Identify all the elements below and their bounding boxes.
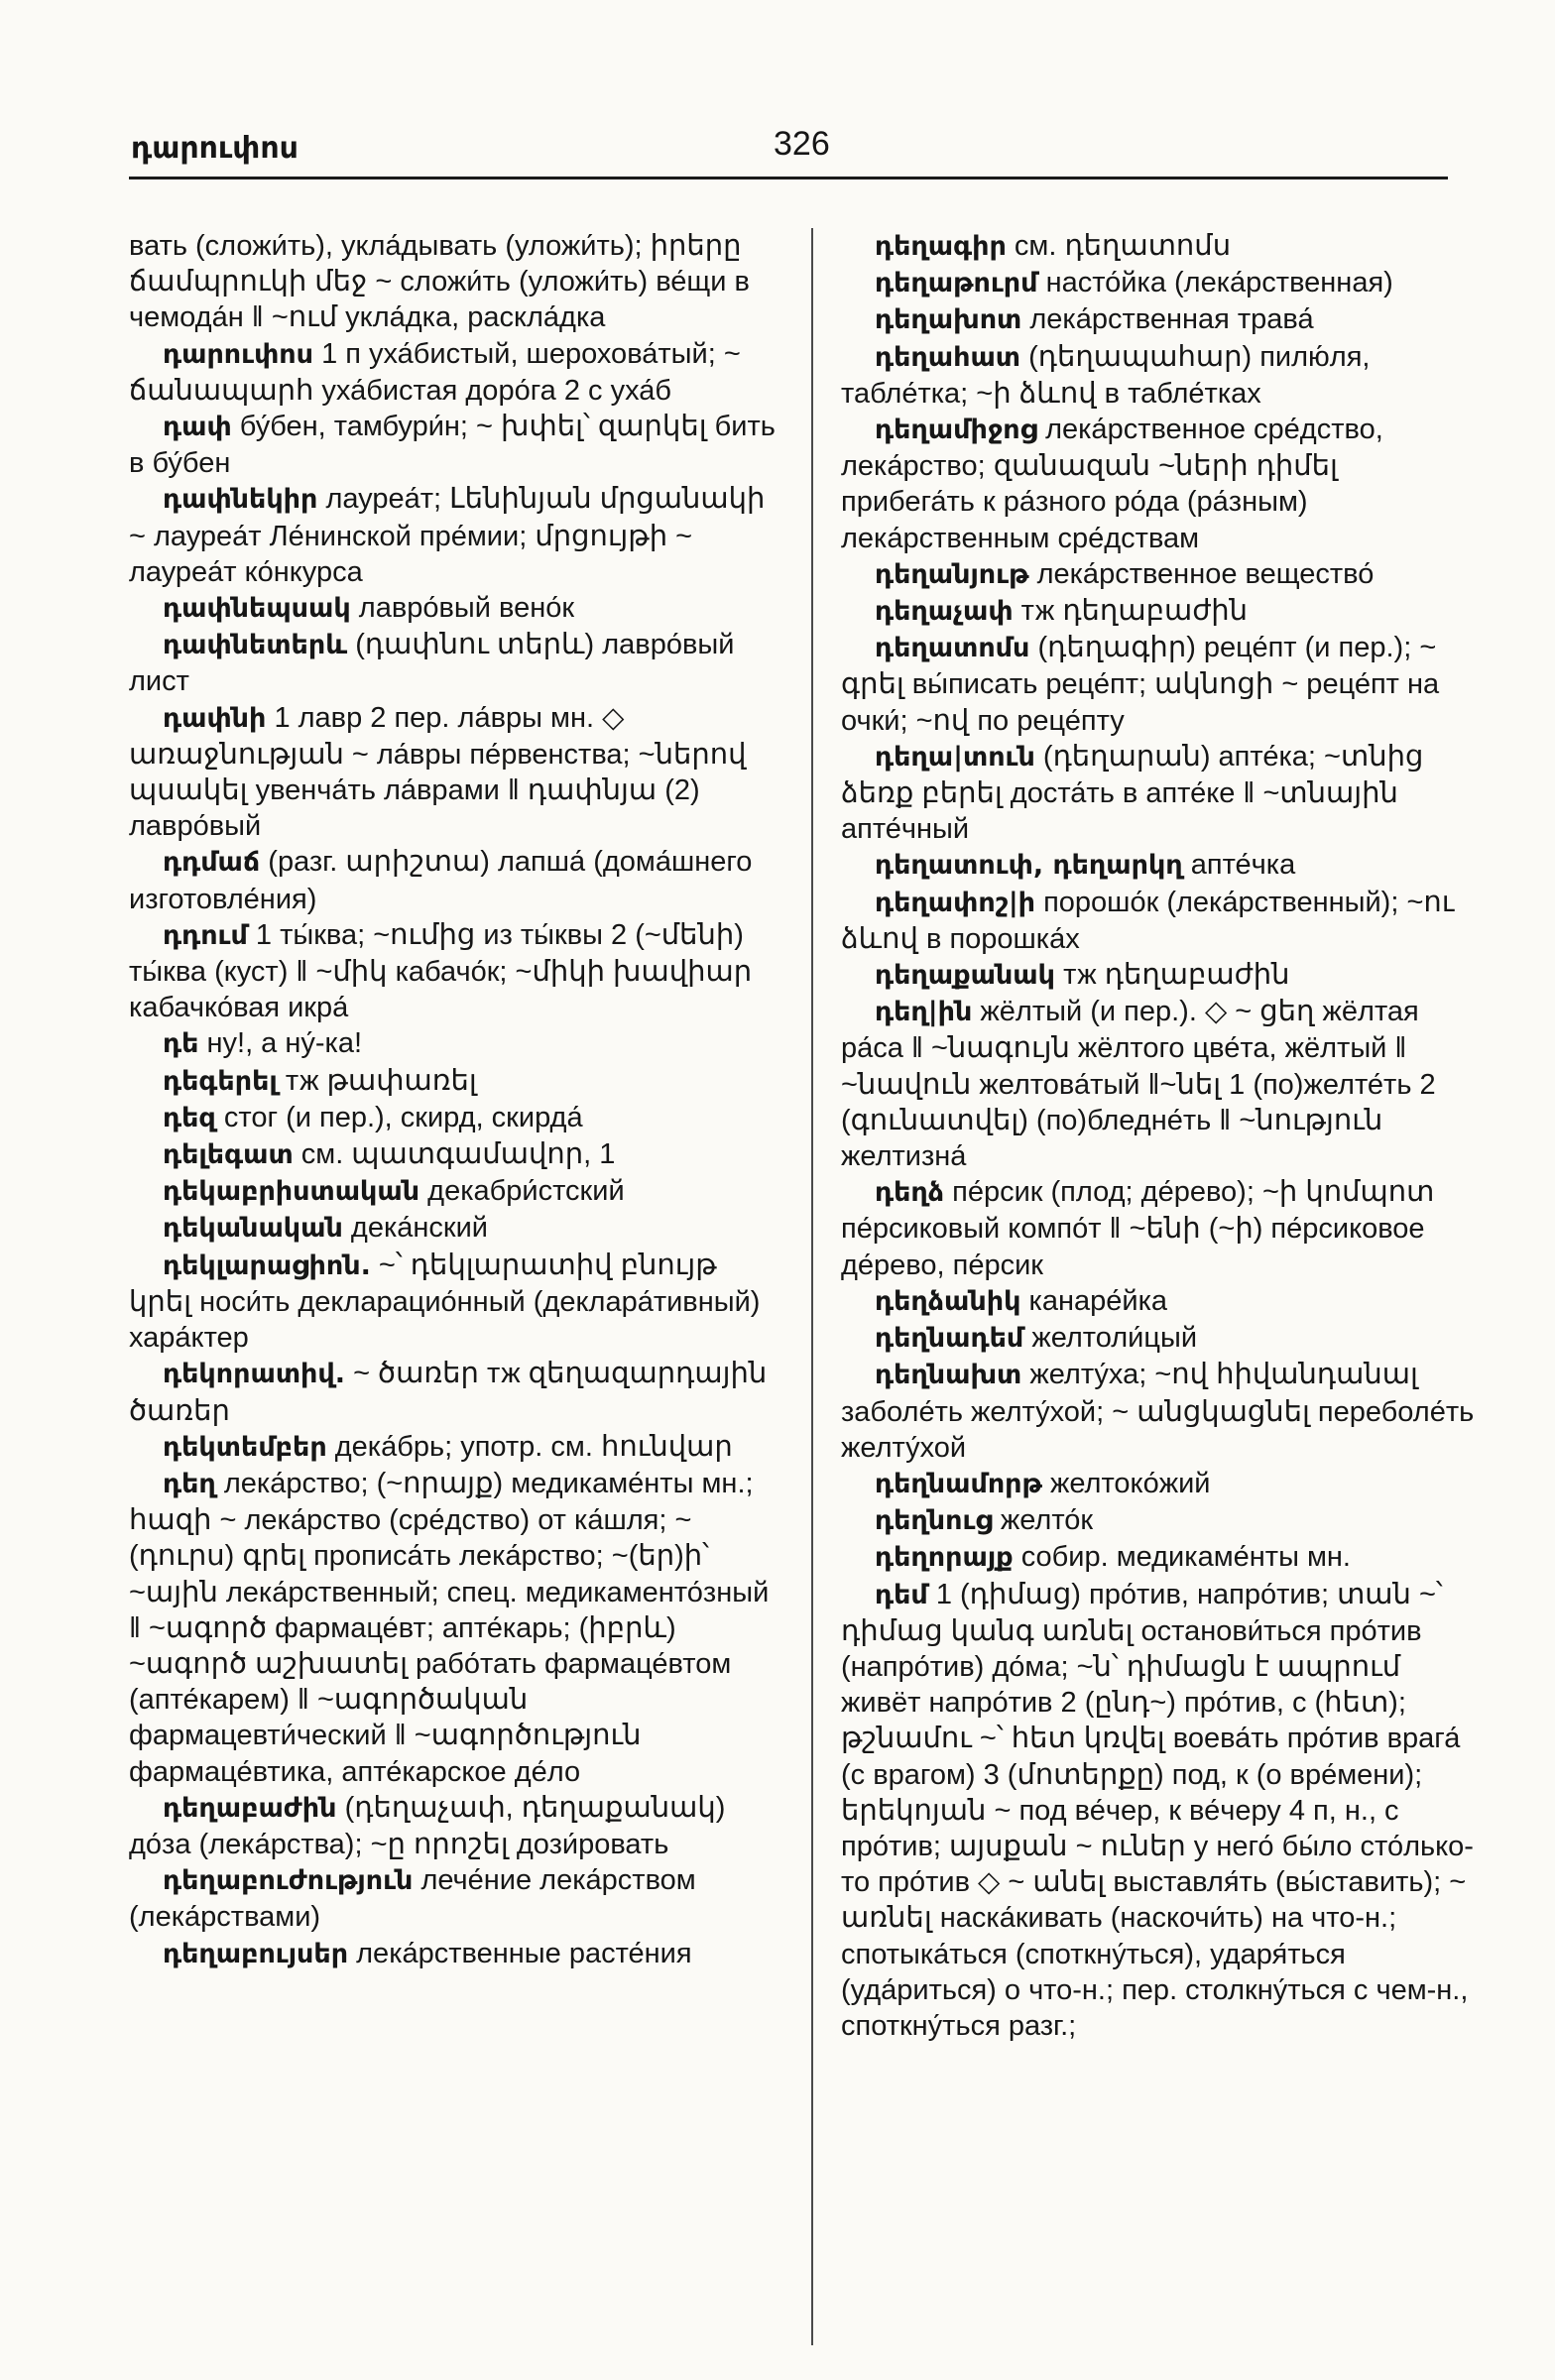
- dictionary-entry: [129, 228, 783, 336]
- dictionary-entry: [129, 917, 783, 1026]
- entry-definition: пе́рсик (плод; де́рево); ~ի կոմպոտ пе́рсиковый компо́т ‖ ~ենի (~ի) пе́рсиковое де́рево, пе́рсик: [841, 1176, 1435, 1281]
- entry-definition: лека́рственная трава́: [1029, 303, 1314, 336]
- entry-definition: (դեղարան) апте́ка; ~տնից ձեռք բերել доста́ть в апте́ке ‖ ~տնային апте́чный: [841, 740, 1424, 846]
- entry-headword: դափնեպսակ: [163, 593, 351, 625]
- entry-headword: դեղաբաժին: [163, 1792, 337, 1824]
- entry-definition: 1 лавр 2 пер. ла́вры мн. ◇ առաջնության ~ ла́вры пе́рвенства; ~ներով պսակել увенча́ть ла́врами ‖ դափնյա (2) лавро́вый: [129, 701, 747, 843]
- dictionary-entry: [129, 1429, 783, 1466]
- entry-definition: собир. медикаме́нты мн.: [1020, 1541, 1351, 1574]
- dictionary-entry: [129, 1936, 783, 1972]
- entry-definition: ну!, а ну́-ка!: [206, 1027, 363, 1060]
- dictionary-entry: [129, 336, 783, 409]
- entry-headword: դեղագիր: [875, 231, 1007, 262]
- dictionary-entry: [841, 957, 1476, 994]
- entry-headword: դափնեկիր: [163, 484, 318, 516]
- entry-headword: դեղատոմս: [875, 633, 1030, 664]
- dictionary-entry: [841, 228, 1476, 265]
- dictionary-entry: [129, 590, 783, 627]
- entry-headword: դեղնամորթ: [875, 1468, 1042, 1499]
- dictionary-entry: [841, 1174, 1476, 1283]
- entry-headword: դեղաբուժություն: [163, 1865, 414, 1897]
- dictionary-entry: [841, 1577, 1476, 2045]
- entry-headword: դեղամիջոց: [875, 415, 1037, 446]
- entry-headword: դդում: [163, 919, 248, 951]
- entry-definition: желтоко́жий: [1049, 1467, 1211, 1499]
- entry-headword: դեղահատ: [875, 341, 1021, 373]
- entry-definition: 1 п уха́бистый, шерохова́тый; ~ ճանապարհ уха́бистая доро́га 2 с уха́б: [129, 337, 741, 407]
- right-column: [811, 228, 1476, 2345]
- entry-definition: желто́к: [1000, 1504, 1094, 1537]
- dictionary-entry: [841, 339, 1476, 412]
- dictionary-entry: [129, 1790, 783, 1862]
- dictionary-entry: [841, 1466, 1476, 1502]
- entry-headword: դեկլարացիոն.: [163, 1250, 371, 1281]
- entry-definition: 1 (դիմաց) про́тив, напро́тив; տան ~՝ դիմաց կանգ առնել останови́ться про́тив (напро́тив) до́ма; ~ն՝ դիմացն է ապրում живёт напро́тив 2 (ընդ~) про́тив, с (հետ); թշնամու ~՝ հետ կռվել воева́ть про́тив врага́ (с врагом) 3 (մոտերքը) под, к (о вре́мени); երեկոյան ~ под ве́чер, к ве́черу 4 п, н., с про́тив; այսքան ~ ուներ у него́ бы́ло сто́лько-то про́тив ◇ ~ անել выставля́ть (вы́ставить); ~ առնել наска́кивать (наскочи́ть) на что-н.; спотыка́ться (споткну́ться), ударя́ться (уда́риться) о что-н.; пер. столкну́ться с чем-н., споткну́ться разг.;: [841, 1578, 1474, 2042]
- dictionary-entry: [129, 1173, 783, 1210]
- entry-headword: դեղաքանակ: [875, 960, 1055, 992]
- entry-headword: դեղա|տուն: [875, 741, 1035, 773]
- dictionary-entry: [129, 1063, 783, 1100]
- dictionary-entry: [841, 847, 1476, 884]
- entry-definition: лауреа́т; Լենինյան մրցանակի ~ лауреа́т Ле́нинской пре́мии; մրցույթի ~ лауреа́т ко́нкурса: [129, 483, 766, 588]
- dictionary-entry: [129, 1248, 783, 1357]
- entry-headword: դեկանական: [163, 1213, 343, 1245]
- entry-definition: лека́рственное сре́дство, лека́рство; զանազան ~ների դիմել прибега́ть к ра́зного ро́да (ра́зным) лека́рственным сре́дствам: [841, 414, 1383, 554]
- entry-headword: դեկաբրիստական: [163, 1176, 420, 1208]
- entry-headword: դեղձ: [875, 1177, 945, 1209]
- entry-definition: жёлтый (и пер.). ◇ ~ ցեղ жёлтая ра́са ‖ ~նագույն жёлтого цве́та, жёлтый ‖ ~նավուն желтова́тый ‖~նել 1 (по)желте́ть 2 (գունատվել) (по)бледне́ть ‖ ~նություն желтизна́: [841, 996, 1436, 1173]
- dictionary-entry: [841, 630, 1476, 739]
- entry-definition: декабри́стский: [427, 1175, 625, 1208]
- entry-headword: դեղափոշ|ի: [875, 887, 1036, 918]
- entry-headword: դեղ: [163, 1468, 216, 1499]
- dictionary-entry: [841, 412, 1476, 556]
- dictionary-entry: [841, 885, 1476, 957]
- entry-headword: դեմ: [875, 1579, 928, 1610]
- entry-headword: դեկորատիվ.: [163, 1359, 345, 1390]
- dictionary-entry: [841, 593, 1476, 630]
- entry-headword: դելեգատ: [163, 1139, 294, 1171]
- entry-headword: դեղաթուրմ: [875, 268, 1038, 299]
- entry-definition: см. դեղատոմս: [1014, 230, 1232, 262]
- entry-definition: вать (сложи́ть), укла́дывать (уложи́ть); իրերը ճամպրուկի մեջ ~ сложи́ть (уложи́ть) ве́щи в чемода́н ‖ ~ում укла́дка, раскла́дка: [129, 230, 750, 334]
- entry-definition: дека́брь; употр. см. հունվար: [334, 1430, 733, 1463]
- page-number: 326: [774, 125, 830, 163]
- entry-definition: порошо́к (лека́рственный); ~ու ձևով в порошка́х: [841, 886, 1455, 955]
- entry-definition: см. պատգամավոր, 1: [300, 1138, 616, 1171]
- entry-headword: դեղաբույսեր: [163, 1938, 349, 1969]
- entry-definition: лавро́вый вено́к: [358, 592, 575, 625]
- entry-headword: դեղ|ին: [875, 997, 973, 1028]
- entry-definition: канаре́йка: [1028, 1284, 1168, 1317]
- dictionary-entry: [841, 1502, 1476, 1539]
- entry-definition: дека́нский: [350, 1212, 489, 1245]
- entry-definition: лека́рственные расте́ния: [356, 1937, 692, 1969]
- dictionary-entry: [841, 994, 1476, 1174]
- dictionary-entry: [841, 265, 1476, 301]
- entry-definition: ~ ծառեր тж զեղազարդային ծառեր: [129, 1358, 768, 1427]
- dictionary-entry: [841, 739, 1476, 848]
- entry-definition: (դեղաչափ, դեղաքանակ) до́за (лека́рства); ~ը որոշել дози́ровать: [129, 1791, 726, 1860]
- entry-definition: ~՝ դեկլարատիվ բնույթ կրել носи́ть декларацио́нный (деклара́тивный) хара́ктер: [129, 1249, 761, 1355]
- entry-headword: դեղորայք: [875, 1542, 1014, 1574]
- entry-headword: դեղնադեմ: [875, 1323, 1024, 1355]
- entry-definition: тж թափառել: [285, 1064, 477, 1097]
- entry-definition: лече́ние лека́рством (лека́рствами): [129, 1864, 696, 1934]
- dictionary-entry: [129, 409, 783, 481]
- entry-headword: դեղնուց: [875, 1505, 993, 1537]
- entry-definition: тж դեղաբաժին: [1020, 595, 1249, 628]
- entry-headword: դեզ: [163, 1102, 216, 1133]
- dictionary-entry: [129, 1210, 783, 1247]
- entry-headword: դափ: [163, 412, 232, 443]
- dictionary-entry: [129, 1862, 783, 1935]
- entry-definition: (դեղապահար) пилю́ля, табле́тка; ~ի ձևով в табле́тках: [841, 340, 1371, 410]
- entry-headword: դե: [163, 1028, 199, 1060]
- entry-definition: 1 ты́ква; ~ումից из ты́квы 2 (~մենի) ты́ква (куст) ‖ ~միկ кабачо́к; ~միկի խավիար кабачко́вая икра́: [129, 918, 753, 1024]
- entry-definition: стог (и пер.), скирд, скирда́: [223, 1101, 583, 1133]
- left-column: [129, 228, 783, 1972]
- page-header: [129, 117, 1448, 179]
- entry-headword: դեղձանիկ: [875, 1285, 1021, 1317]
- entry-definition: желтоли́цый: [1031, 1322, 1198, 1355]
- entry-definition: насто́йка (лека́рственная): [1045, 267, 1393, 299]
- entry-headword: դափնետերև: [163, 630, 348, 661]
- entry-definition: (разг. արիշտա) лапша́ (дома́шнего изготовле́ния): [129, 846, 753, 915]
- dictionary-entry: [841, 556, 1476, 593]
- entry-headword: դդմաճ: [163, 847, 261, 879]
- dictionary-entry: [129, 1100, 783, 1136]
- entry-headword: դեգերել: [163, 1065, 278, 1097]
- entry-definition: желту́ха; ~ով հիվանդանալ заболе́ть желту́хой; ~ անցկացնել переболе́ть желту́хой: [841, 1359, 1475, 1464]
- dictionary-entry: [841, 301, 1476, 338]
- dictionary-entry: [129, 481, 783, 590]
- dictionary-entry: [129, 1466, 783, 1790]
- entry-headword: դեղատուփ, դեղարկղ: [875, 850, 1183, 882]
- entry-definition: апте́чка: [1190, 849, 1296, 882]
- entry-headword: դեղնախտ: [875, 1360, 1022, 1391]
- entry-definition: лека́рство; (~որայք) медикаме́нты мн.; հազի ~ лека́рство (сре́дство) от ка́шля; ~ (դուրս) գրել прописа́ть лека́рство; ~(եր)ի՝ ~ային лека́рственный; спец. медикаменто́зный ‖ ~ագործ фармаце́вт; апте́карь; (իբրև) ~ագործ աշխատել рабо́тать фармаце́втом (апте́карем) ‖ ~ագործական фармацевти́ческий ‖ ~ագործություն фармаце́втика, апте́карское де́ло: [129, 1467, 770, 1788]
- entry-definition: лека́рственное вещество́: [1036, 557, 1375, 590]
- entry-headword: դեղաչափ: [875, 596, 1014, 628]
- entry-definition: (դեղագիր) реце́пт (и пер.); ~ գրել вы́писать реце́пт; ակնոցի ~ реце́пт на очки́; ~ով по реце́пту: [841, 632, 1440, 737]
- entry-headword: դեղանյութ: [875, 558, 1029, 590]
- entry-definition: тж դեղաբաժին: [1063, 959, 1290, 992]
- dictionary-entry: [129, 1356, 783, 1428]
- dictionary-entry: [129, 627, 783, 699]
- entry-headword: դարուփոս: [163, 338, 313, 370]
- dictionary-entry: [129, 844, 783, 916]
- running-head: դարուփոս: [131, 131, 299, 166]
- entry-headword: դեկտեմբեր: [163, 1431, 327, 1463]
- entry-headword: դափնի: [163, 702, 267, 734]
- entry-definition: бу́бен, тамбури́н; ~ խփել՝ զարկել бить в бу́бен: [129, 411, 776, 480]
- entry-definition: (դափնու տերև) лавро́вый лист: [129, 629, 735, 698]
- dictionary-entry: [841, 1283, 1476, 1320]
- dictionary-entry: [841, 1357, 1476, 1466]
- dictionary-entry: [841, 1539, 1476, 1576]
- dictionary-entry: [129, 1025, 783, 1062]
- dictionary-entry: [129, 700, 783, 845]
- entry-headword: դեղախոտ: [875, 304, 1022, 336]
- dictionary-entry: [841, 1320, 1476, 1357]
- dictionary-entry: [129, 1136, 783, 1173]
